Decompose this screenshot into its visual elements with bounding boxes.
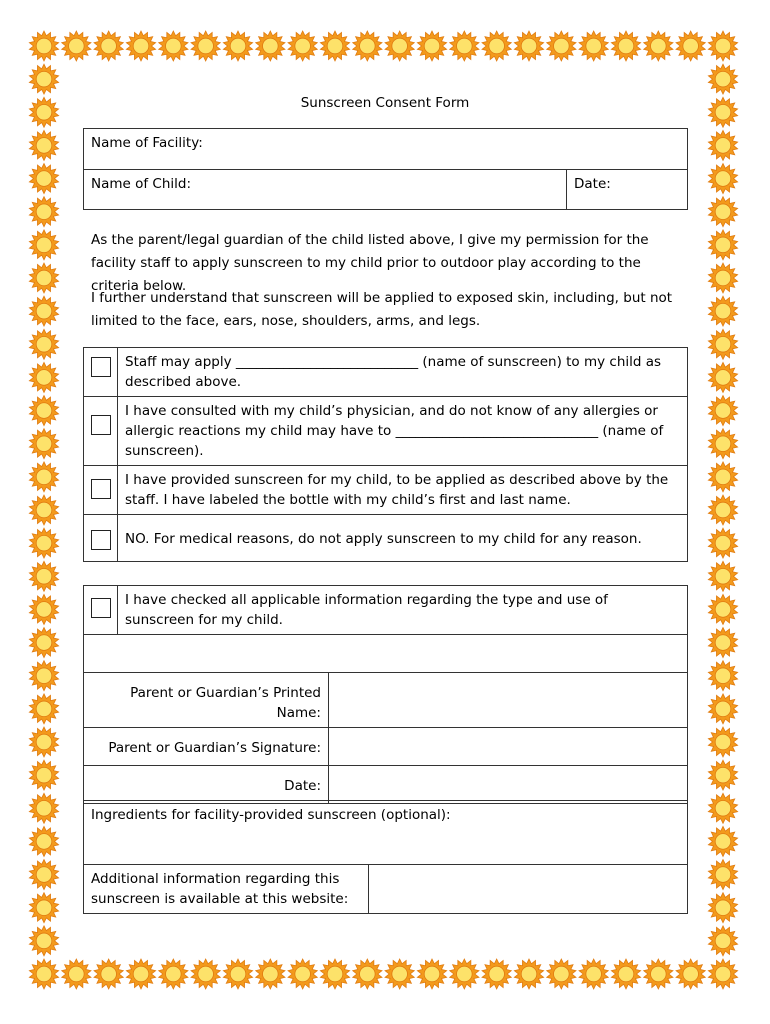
sun-icon bbox=[708, 694, 737, 724]
sun-icon bbox=[29, 694, 58, 724]
sun-icon bbox=[29, 926, 58, 956]
sun-icon bbox=[288, 31, 317, 61]
sun-icon bbox=[29, 197, 58, 227]
date-label: Date: bbox=[574, 176, 611, 192]
sun-icon bbox=[611, 959, 640, 989]
sun-icon bbox=[514, 31, 543, 61]
permission-paragraph: As the parent/legal guardian of the child listed above, I give my permission for the facility staff to apply sunscreen to my child prior to outdoor play according to the criteria below. bbox=[91, 232, 649, 294]
ingredients-label: Ingredients for facility-provided sunscreen (optional): bbox=[91, 807, 451, 823]
sun-icon bbox=[29, 462, 58, 492]
option-checkbox[interactable] bbox=[91, 479, 111, 499]
understanding-paragraph: I further understand that sunscreen will be applied to exposed skin, including, but not limited to the face, ears, nose, shoulders, arms, and legs. bbox=[91, 290, 673, 329]
blank-row bbox=[84, 635, 688, 673]
sun-icon bbox=[547, 959, 576, 989]
sun-icon bbox=[29, 661, 58, 691]
ingredients-table bbox=[83, 800, 688, 914]
sun-icon bbox=[256, 31, 285, 61]
sun-icon bbox=[482, 31, 511, 61]
child-name-field[interactable] bbox=[84, 170, 567, 210]
sun-icon bbox=[644, 31, 673, 61]
sun-icon bbox=[708, 230, 737, 260]
confirm-checkbox-cell bbox=[84, 586, 118, 635]
sun-icon bbox=[676, 959, 705, 989]
options-table bbox=[83, 347, 688, 562]
ingredients-field[interactable] bbox=[84, 801, 688, 865]
child-info-table bbox=[83, 128, 688, 210]
sun-icon bbox=[29, 164, 58, 194]
option-text: I have consulted with my child’s physician, and do not know of any allergies or allergic reactions my child may have to ______________________________ (name of sunscreen). bbox=[118, 397, 688, 466]
signature-date-field[interactable] bbox=[329, 766, 688, 804]
sun-icon bbox=[708, 197, 737, 227]
sun-icon bbox=[708, 594, 737, 624]
sun-icon bbox=[320, 31, 349, 61]
confirm-text: I have checked all applicable information regarding the type and use of sunscreen for my child. bbox=[118, 586, 688, 635]
sun-icon bbox=[708, 926, 737, 956]
sun-icon bbox=[644, 959, 673, 989]
website-label: Additional information regarding this sunscreen is available at this website: bbox=[84, 865, 369, 914]
option-checkbox-cell bbox=[84, 466, 118, 515]
sun-icon bbox=[29, 429, 58, 459]
sun-icon bbox=[29, 793, 58, 823]
sun-icon bbox=[29, 263, 58, 293]
sun-icon bbox=[708, 329, 737, 359]
sun-icon bbox=[708, 893, 737, 923]
date-field[interactable] bbox=[567, 170, 688, 210]
sun-icon bbox=[353, 959, 382, 989]
option-checkbox-cell bbox=[84, 515, 118, 562]
sun-icon bbox=[288, 959, 317, 989]
signature-table bbox=[83, 585, 688, 804]
facility-name-field[interactable] bbox=[84, 129, 688, 170]
signature-field[interactable] bbox=[329, 728, 688, 766]
sun-icon bbox=[676, 31, 705, 61]
page-title: Sunscreen Consent Form bbox=[300, 95, 470, 111]
option-text: Staff may apply ___________________________ (name of sunscreen) to my child as described above. bbox=[118, 348, 688, 397]
sun-icon bbox=[708, 561, 737, 591]
sun-icon bbox=[708, 164, 737, 194]
sun-icon bbox=[29, 826, 58, 856]
sun-icon bbox=[385, 959, 414, 989]
sun-icon bbox=[450, 959, 479, 989]
sun-icon bbox=[708, 362, 737, 392]
sun-icon bbox=[191, 959, 220, 989]
sun-icon bbox=[29, 893, 58, 923]
sun-icon bbox=[708, 528, 737, 558]
sun-icon bbox=[708, 64, 737, 94]
sun-icon bbox=[708, 263, 737, 293]
sun-icon bbox=[94, 31, 123, 61]
sun-icon bbox=[29, 594, 58, 624]
sun-icon bbox=[482, 959, 511, 989]
sun-icon bbox=[708, 495, 737, 525]
sun-icon bbox=[708, 793, 737, 823]
printed-name-label: Parent or Guardian’s Printed Name: bbox=[84, 673, 329, 728]
sun-icon bbox=[611, 31, 640, 61]
sun-icon bbox=[29, 396, 58, 426]
printed-name-field[interactable] bbox=[329, 673, 688, 728]
sun-icon bbox=[126, 31, 155, 61]
sun-icon bbox=[159, 31, 188, 61]
sun-icon bbox=[62, 31, 91, 61]
sun-icon bbox=[417, 959, 446, 989]
sun-icon bbox=[708, 727, 737, 757]
confirm-checkbox[interactable] bbox=[91, 598, 111, 618]
option-checkbox[interactable] bbox=[91, 357, 111, 377]
sun-icon bbox=[29, 528, 58, 558]
sun-icon bbox=[29, 959, 58, 989]
sun-icon bbox=[708, 396, 737, 426]
sun-icon bbox=[191, 31, 220, 61]
sun-icon bbox=[126, 959, 155, 989]
sun-icon bbox=[708, 296, 737, 326]
sun-icon bbox=[514, 959, 543, 989]
child-name-label: Name of Child: bbox=[91, 176, 192, 192]
sun-icon bbox=[450, 31, 479, 61]
sun-icon bbox=[708, 31, 737, 61]
sun-icon bbox=[29, 860, 58, 890]
sun-icon bbox=[579, 31, 608, 61]
sun-icon bbox=[708, 826, 737, 856]
sun-icon bbox=[29, 561, 58, 591]
sun-icon bbox=[256, 959, 285, 989]
option-text: I have provided sunscreen for my child, to be applied as described above by the staff. I have labeled the bottle with my child’s first and last name. bbox=[118, 466, 688, 515]
sun-icon bbox=[29, 230, 58, 260]
option-text: NO. For medical reasons, do not apply sunscreen to my child for any reason. bbox=[118, 515, 688, 562]
signature-label: Parent or Guardian’s Signature: bbox=[84, 728, 329, 766]
option-checkbox-cell bbox=[84, 348, 118, 397]
sun-icon bbox=[29, 727, 58, 757]
website-field[interactable] bbox=[369, 865, 688, 914]
sun-icon bbox=[353, 31, 382, 61]
sun-icon bbox=[708, 760, 737, 790]
sun-icon bbox=[29, 296, 58, 326]
sun-icon bbox=[29, 628, 58, 658]
sun-icon bbox=[417, 31, 446, 61]
sun-icon bbox=[320, 959, 349, 989]
sun-icon bbox=[708, 462, 737, 492]
sun-icon bbox=[29, 130, 58, 160]
sun-icon bbox=[579, 959, 608, 989]
sun-icon bbox=[29, 31, 58, 61]
sun-icon bbox=[29, 64, 58, 94]
sun-icon bbox=[62, 959, 91, 989]
sun-icon bbox=[223, 959, 252, 989]
sun-icon bbox=[708, 429, 737, 459]
sun-icon bbox=[385, 31, 414, 61]
option-checkbox-cell bbox=[84, 397, 118, 466]
option-checkbox[interactable] bbox=[91, 415, 111, 435]
sun-icon bbox=[708, 959, 737, 989]
sun-icon bbox=[29, 495, 58, 525]
facility-name-label: Name of Facility: bbox=[91, 135, 203, 151]
option-checkbox[interactable] bbox=[91, 530, 111, 550]
sun-icon bbox=[547, 31, 576, 61]
sun-icon bbox=[29, 362, 58, 392]
signature-date-label: Date: bbox=[84, 766, 329, 804]
sun-icon bbox=[159, 959, 188, 989]
sun-icon bbox=[29, 760, 58, 790]
sun-icon bbox=[29, 329, 58, 359]
sun-icon bbox=[223, 31, 252, 61]
sun-icon bbox=[708, 661, 737, 691]
sun-icon bbox=[94, 959, 123, 989]
sun-icon bbox=[708, 628, 737, 658]
sun-icon bbox=[708, 860, 737, 890]
sun-icon bbox=[708, 130, 737, 160]
